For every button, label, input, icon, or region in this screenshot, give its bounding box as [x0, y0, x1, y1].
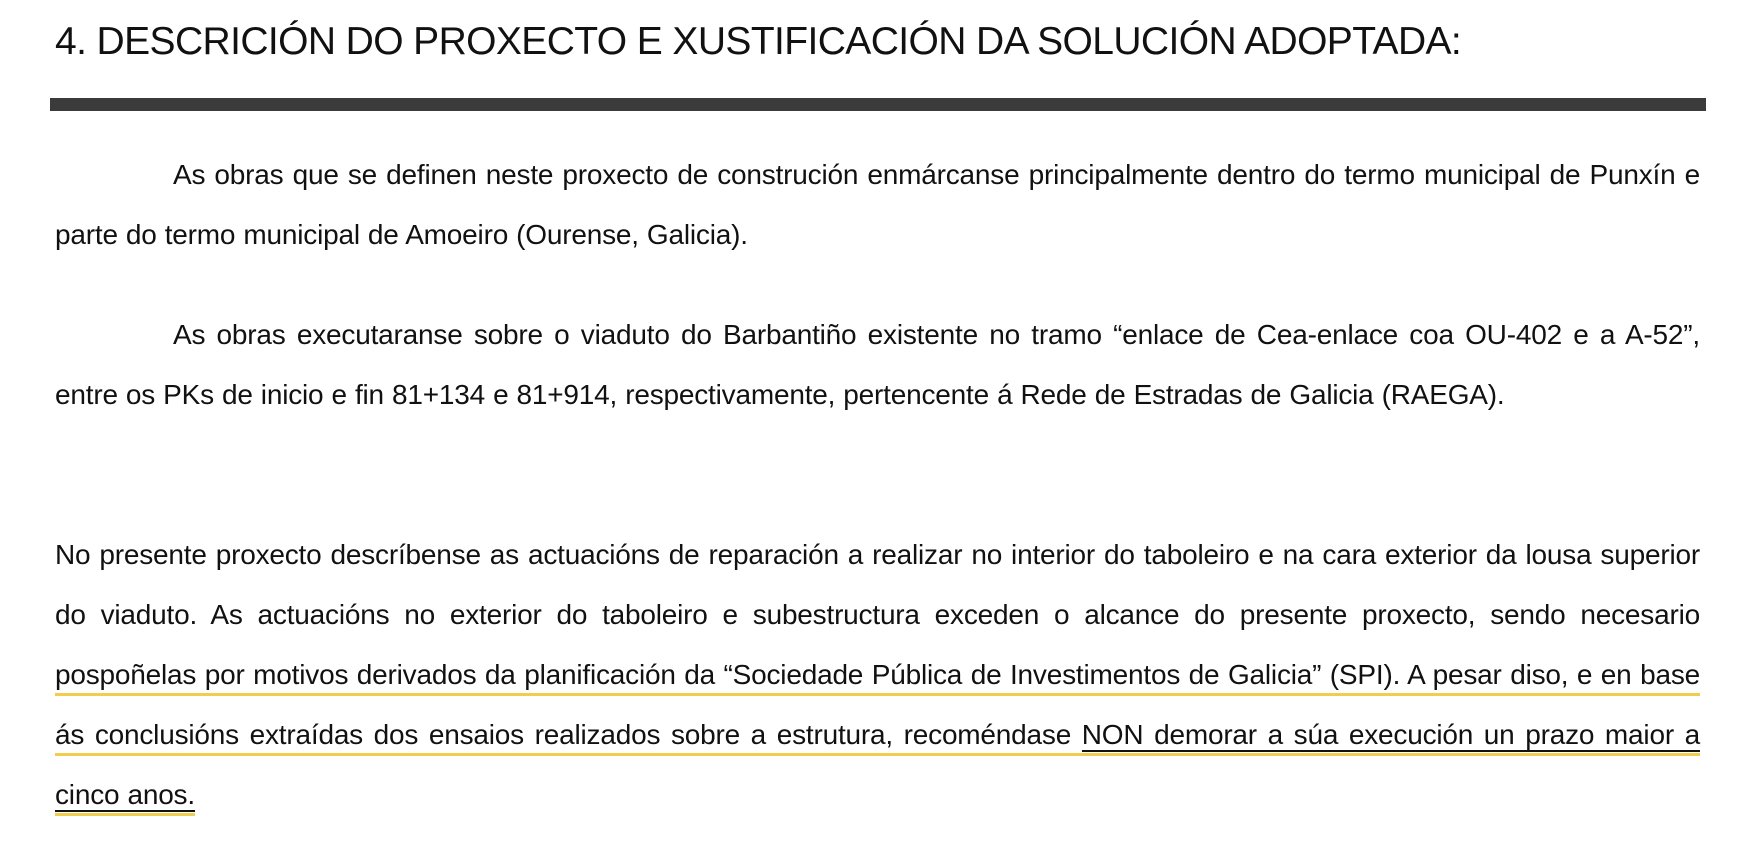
section-heading: 4. DESCRICIÓN DO PROXECTO E XUSTIFICACIÓN DA SOLUCIÓN ADOPTADA:: [55, 20, 1462, 63]
highlighted-text-postponement: pospoñelas por motivos derivados da planificación da “Sociedade Pública de Investimentos de Galicia” (SPI). A pesar diso, e en base ás conclusións extraídas dos ensaios realizados sobre a estrutura, recoméndase: [55, 659, 1700, 750]
paragraph-works-scope: As obras executaranse sobre o viaduto do Barbantiño existente no tramo “enlace de Cea-enlace coa OU-402 e a A-52”, entre os PKs de inicio e fin 81+134 e 81+914, respectivamente, pertencente á Rede de Estradas de Galicia (RAEGA).: [55, 319, 1700, 410]
paragraph-actions-intro: No presente proxecto descríbense as actuacións de reparación a realizar no interior do taboleiro e na cara exterior da lousa superior do viaduto. As actuacións no exterior do taboleiro e subestructura exceden o alcance do presente proxecto, sendo necesario: [55, 539, 1700, 630]
paragraph-actions: [55, 525, 1700, 825]
highlighted-text-recommendation: NON demorar a súa execución un prazo maior a cinco anos.: [55, 719, 1700, 810]
heading-divider: [50, 98, 1706, 111]
paragraph-location: As obras que se definen neste proxecto de construción enmárcanse principalmente dentro do termo municipal de Punxín e parte do termo municipal de Amoeiro (Ourense, Galicia).: [55, 159, 1700, 250]
